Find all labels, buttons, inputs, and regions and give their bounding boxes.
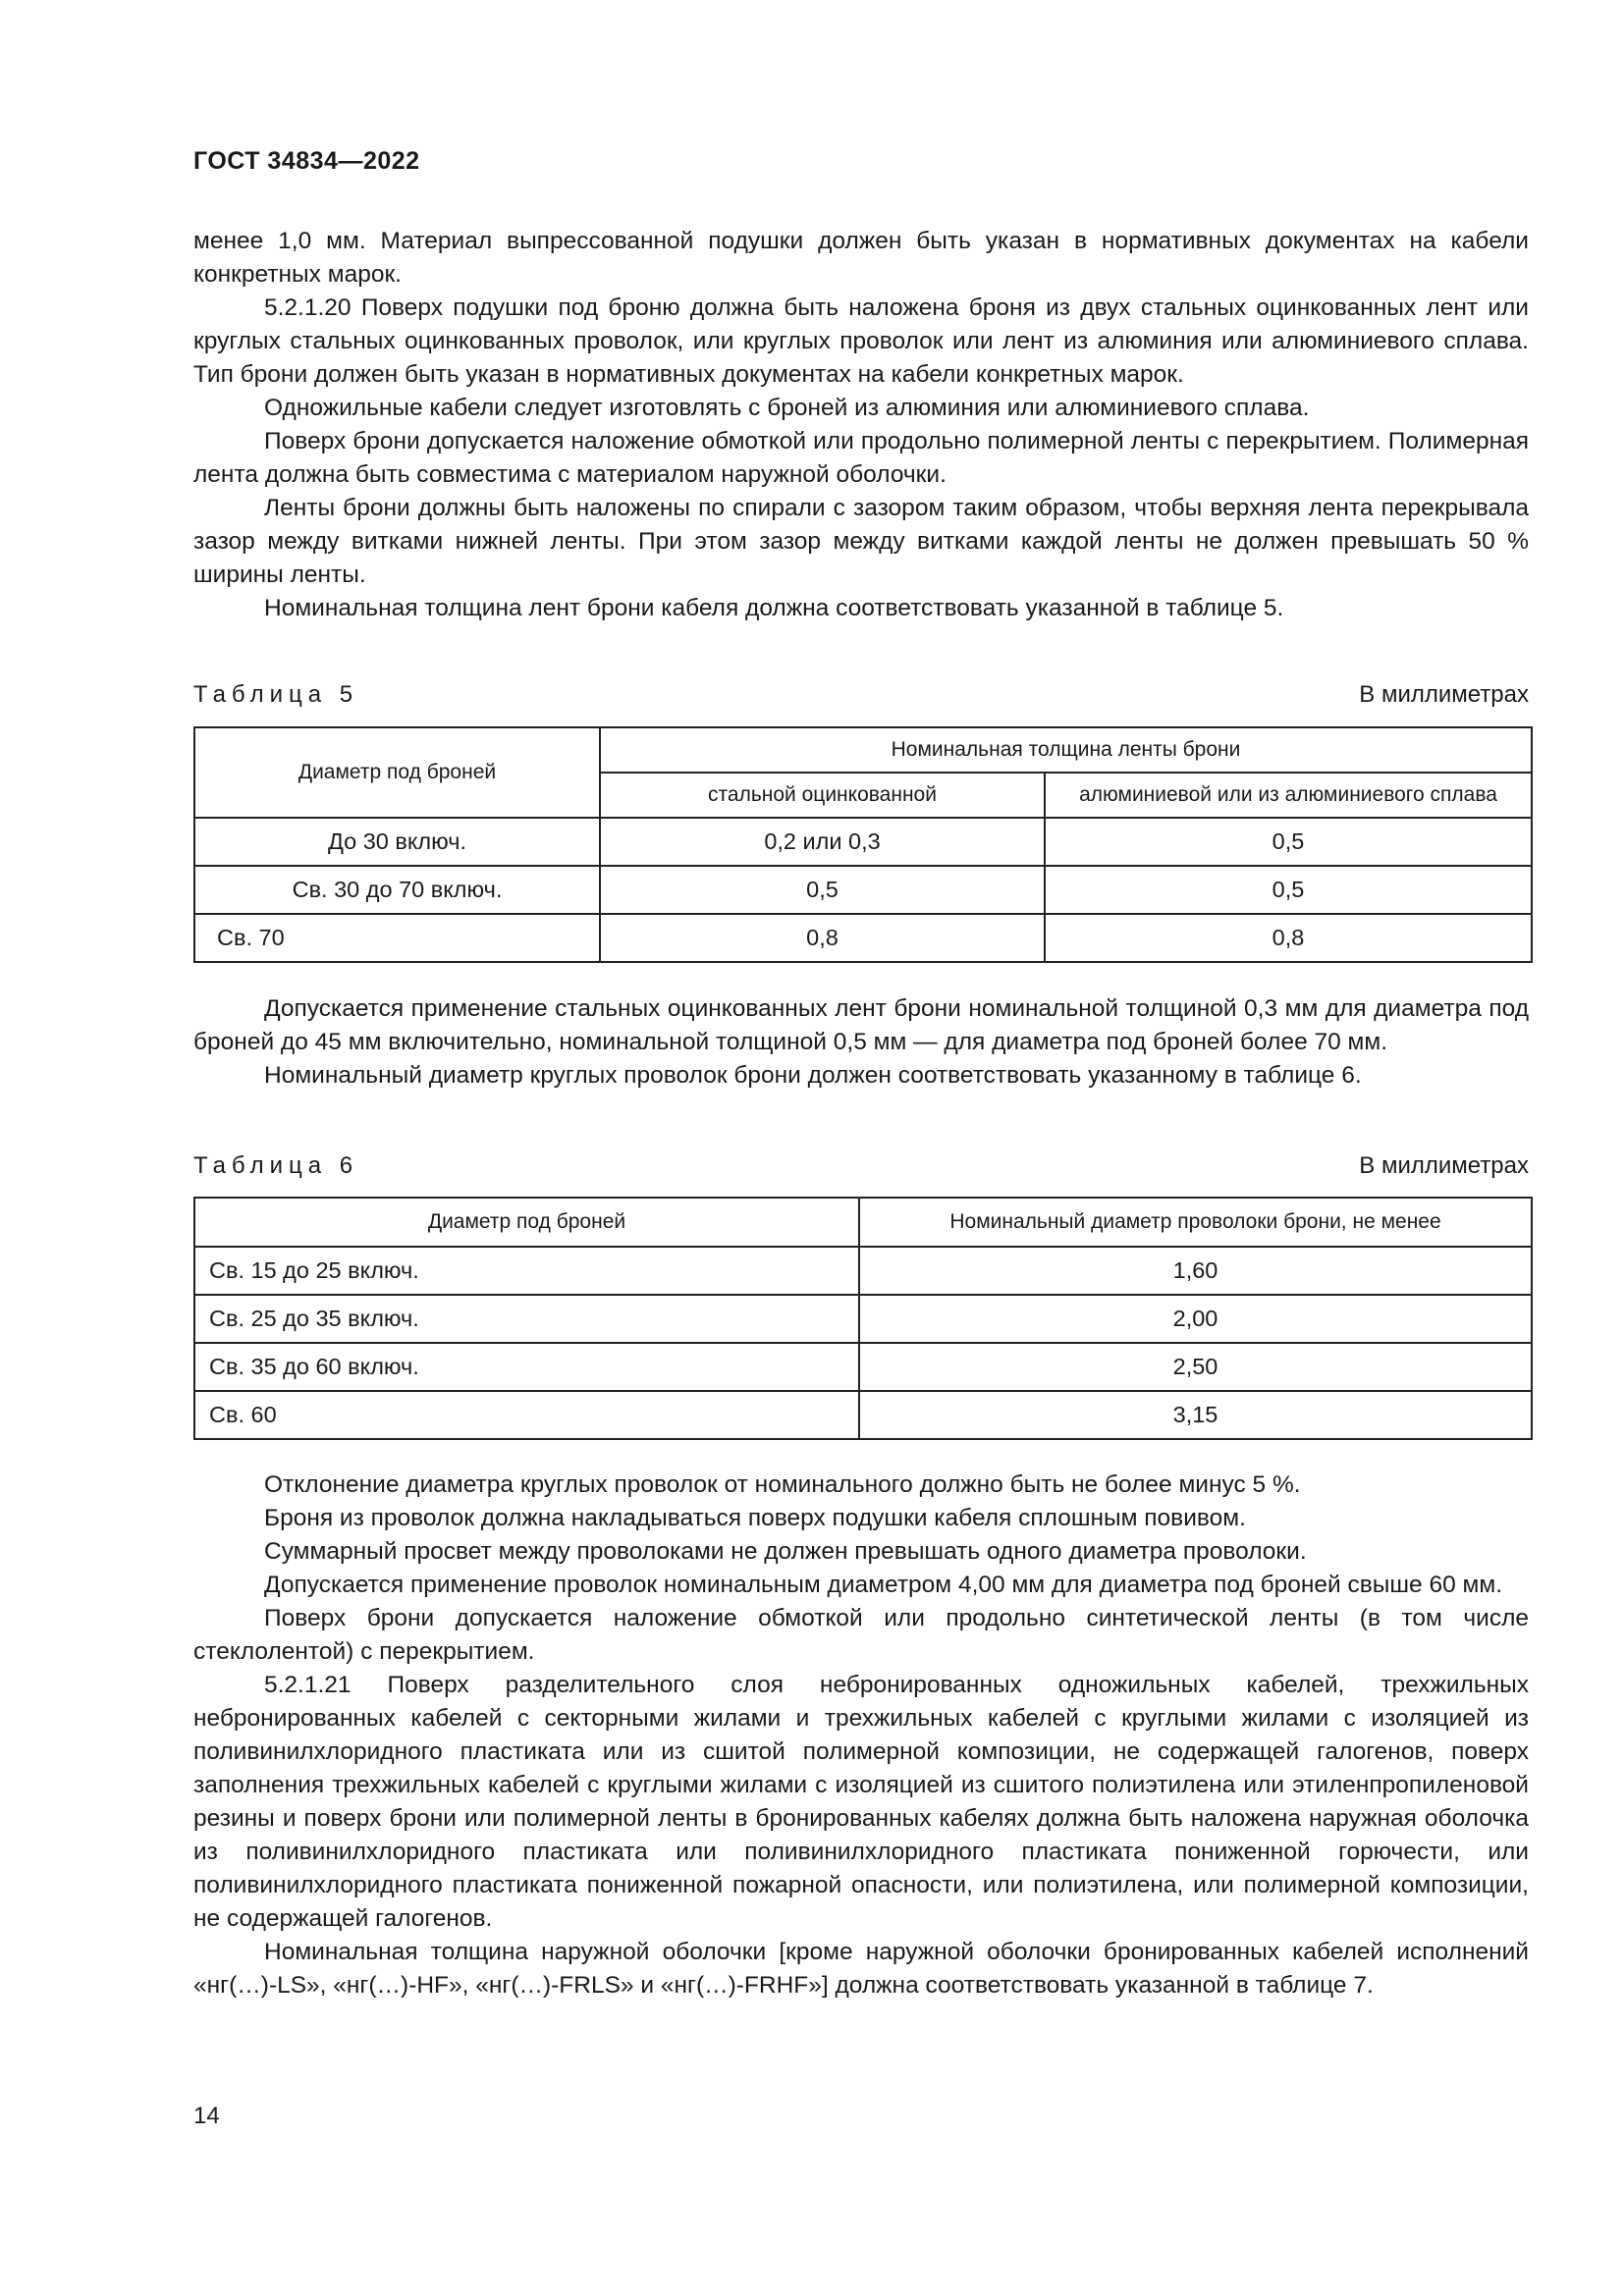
text-block-bottom (193, 1468, 1529, 2002)
table6-cell-diameter: Св. 25 до 35 включ. (194, 1295, 859, 1343)
table6-cell-wire: 1,60 (859, 1247, 1532, 1295)
table5-cell-diameter: До 30 включ. (194, 818, 600, 866)
table5-cell-alu: 0,8 (1045, 914, 1532, 962)
paragraph-5-2-1-20: 5.2.1.20 Поверх подушки под броню должна быть наложена броня из двух стальных оцинкованных лент или круглых стальных оцинкованных проволок, или круглых проволок или лент из алюминия или алюминиевого сплава. Тип брони должен быть указан в нормативных документах на кабели конкретных марок. (193, 294, 1529, 388)
paragraph: Броня из проволок должна накладываться поверх подушки кабеля сплошным повивом. (264, 1505, 1246, 1531)
paragraph: Номинальная толщина наружной оболочки [кроме наружной оболочки бронированных кабелей исполнений «нг(…)-LS», «нг(…)-HF», «нг(…)-FRLS» и «нг(…)-FRHF»] должна соответствовать указанной в таблице 7. (193, 1939, 1529, 1999)
table6-cell-diameter: Св. 15 до 25 включ. (194, 1247, 859, 1295)
table-5 (193, 726, 1533, 963)
table5-cell-alu: 0,5 (1045, 818, 1532, 866)
table5-cell-diameter: Св. 30 до 70 включ. (194, 866, 600, 914)
table6-cell-wire: 3,15 (859, 1391, 1532, 1439)
table-row (194, 1295, 1532, 1343)
table-row (194, 1343, 1532, 1391)
paragraph: Ленты брони должны быть наложены по спирали с зазором таким образом, чтобы верхняя лента перекрывала зазор между витками нижней ленты. При этом зазор между витками каждой ленты не должен превышать 50 % ширины ленты. (193, 495, 1529, 588)
table5-cell-steel: 0,2 или 0,3 (600, 818, 1045, 866)
table-row (194, 1391, 1532, 1439)
table6-units: В миллиметрах (1359, 1152, 1529, 1179)
paragraph-5-2-1-21: 5.2.1.21 Поверх разделительного слоя небронированных одножильных кабелей, трехжильных небронированных кабелей с секторными жилами и трехжильных кабелей с круглыми жилами с изоляцией из поливинилхлоридного пластиката или из сшитой полимерной композиции, не содержащей галогенов, поверх заполнения трехжильных кабелей с круглыми жилами с изоляцией из сшитого полиэтилена или этиленпропиленовой резины и поверх брони или полимерной ленты в бронированных кабелях должна быть наложена наружная оболочка из поливинилхлоридного пластиката или поливинилхлоридного пластиката пониженной горючести, или поливинилхлоридного пластиката пониженной пожарной опасности, или полиэтилена, или полимерной композиции, не содержащей галогенов. (193, 1672, 1529, 1932)
table6-header-diameter: Диаметр под броней (194, 1198, 859, 1247)
table5-cell-alu: 0,5 (1045, 866, 1532, 914)
paragraph: Номинальный диаметр круглых проволок брони должен соответствовать указанному в таблице 6. (264, 1062, 1362, 1089)
table6-caption-row (193, 1152, 1529, 1186)
paragraph: Одножильные кабели следует изготовлять с броней из алюминия или алюминиевого сплава. (264, 395, 1310, 421)
text-block-top (193, 225, 1529, 625)
table5-cell-steel: 0,5 (600, 866, 1045, 914)
table5-caption: Таблица 5 (193, 681, 359, 708)
table5-units: В миллиметрах (1359, 681, 1529, 708)
document-id: ГОСТ 34834—2022 (193, 147, 420, 175)
paragraph: Номинальная толщина лент брони кабеля должна соответствовать указанной в таблице 5. (264, 595, 1284, 621)
table5-cell-diameter: Св. 70 (194, 914, 600, 962)
paragraph: менее 1,0 мм. Материал выпрессованной подушки должен быть указан в нормативных документах на кабели конкретных марок. (193, 228, 1529, 288)
table5-header-group: Номинальная толщина ленты брони (600, 727, 1532, 773)
table6-cell-wire: 2,00 (859, 1295, 1532, 1343)
table5-header-alu: алюминиевой или из алюминиевого сплава (1045, 773, 1532, 818)
table5-cell-steel: 0,8 (600, 914, 1045, 962)
table-row (194, 1247, 1532, 1295)
table-row (194, 866, 1532, 914)
table-6 (193, 1197, 1533, 1440)
paragraph: Отклонение диаметра круглых проволок от номинального должно быть не более минус 5 %. (264, 1471, 1301, 1498)
table6-caption: Таблица 6 (193, 1152, 359, 1179)
table5-caption-row (193, 681, 1529, 715)
table-row (194, 818, 1532, 866)
table6-cell-wire: 2,50 (859, 1343, 1532, 1391)
table6-cell-diameter: Св. 35 до 60 включ. (194, 1343, 859, 1391)
paragraph: Допускается применение проволок номинальным диаметром 4,00 мм для диаметра под броней свыше 60 мм. (264, 1572, 1503, 1598)
paragraph: Допускается применение стальных оцинкованных лент брони номинальной толщиной 0,3 мм для диаметра под броней до 45 мм включительно, номинальной толщиной 0,5 мм — для диаметра под броней более 70 мм. (193, 995, 1529, 1055)
paragraph: Поверх брони допускается наложение обмоткой или продольно синтетической ленты (в том числе стеклолентой) с перекрытием. (193, 1605, 1529, 1665)
paragraph: Поверх брони допускается наложение обмоткой или продольно полимерной ленты с перекрытием. Полимерная лента должна быть совместима с материалом наружной оболочки. (193, 428, 1529, 488)
paragraph: Суммарный просвет между проволоками не должен превышать одного диаметра проволоки. (264, 1538, 1307, 1565)
text-block-middle (193, 992, 1529, 1093)
table5-header-diameter: Диаметр под броней (194, 727, 600, 818)
page-number: 14 (193, 2103, 220, 2129)
table-row (194, 914, 1532, 962)
table6-cell-diameter: Св. 60 (194, 1391, 859, 1439)
table5-header-steel: стальной оцинкованной (600, 773, 1045, 818)
table6-header-wire: Номинальный диаметр проволоки брони, не менее (859, 1198, 1532, 1247)
